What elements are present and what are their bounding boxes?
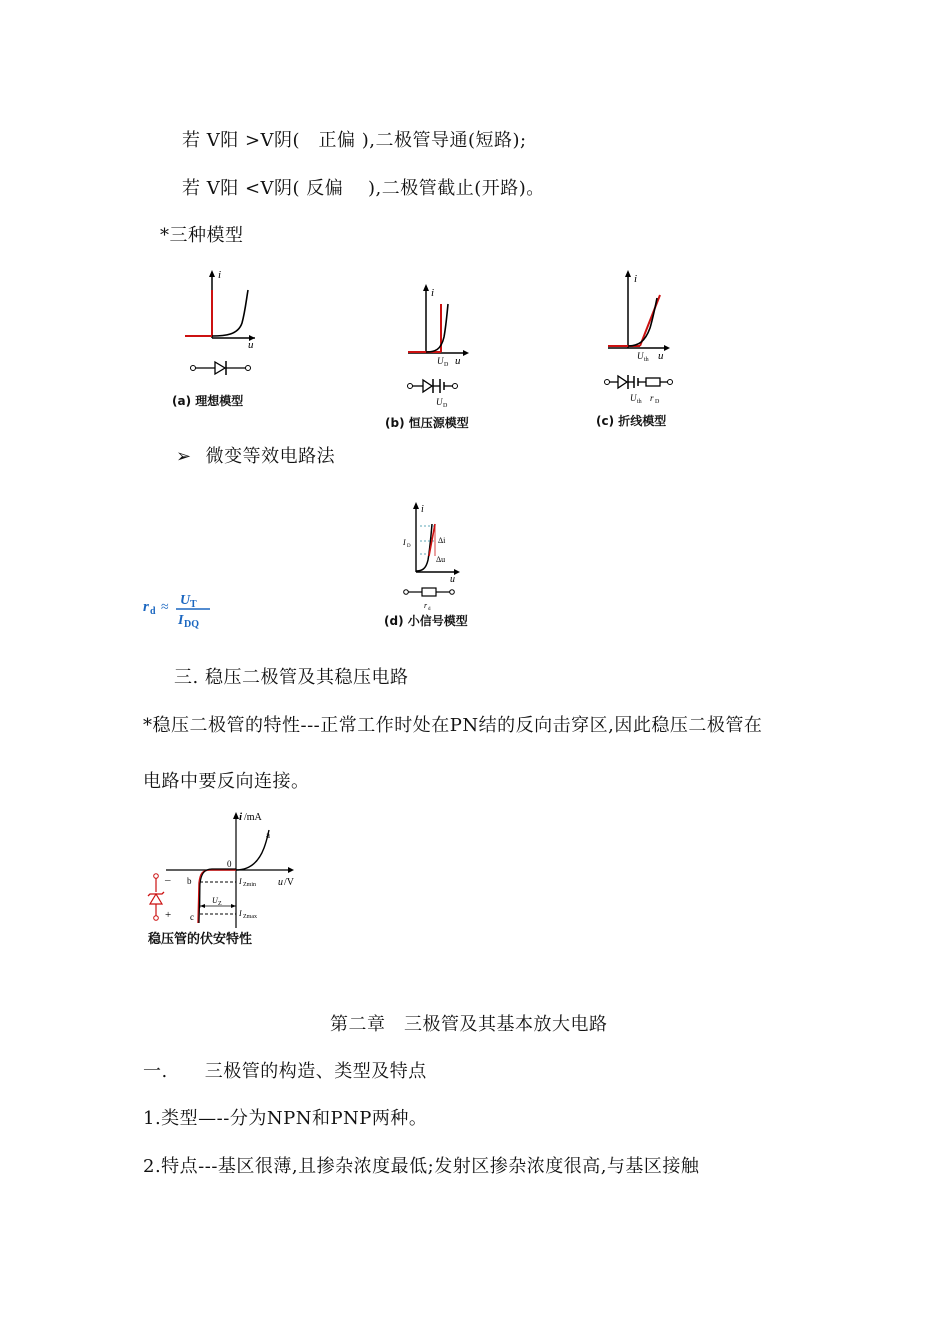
section-heading-zener: 三. 稳压二极管及其稳压电路: [174, 667, 409, 688]
label-uth-source: U: [630, 393, 637, 403]
figure-constant-voltage-model: [405, 282, 485, 412]
label-ud: U: [437, 356, 444, 366]
formula-lhs: r: [143, 599, 149, 615]
bullet-small-signal: [176, 442, 335, 468]
arrow-bullet-icon: ➢: [176, 446, 192, 467]
label-rd-sub: D: [655, 399, 660, 405]
label-point-a: a: [266, 830, 270, 840]
label-uth: U: [637, 351, 644, 361]
figure-zener-iv: [140, 808, 310, 933]
figure-ideal-model: [170, 268, 280, 388]
axis-unit-ma: /mA: [244, 812, 262, 823]
figure-piecewise-model: [600, 268, 685, 403]
caption-constant-voltage-model: (b) 恒压源模型: [385, 416, 469, 430]
axis-label-u: u: [658, 350, 664, 362]
axis-label-u: u: [455, 355, 461, 367]
caption-zener-iv: 稳压管的伏安特性: [148, 932, 253, 947]
label-minus: –: [165, 874, 171, 886]
label-delta-u: Δu: [436, 555, 446, 564]
text-line-forward-bias: 若 V阳 >V阴( 正偏 ),二极管导通(短路);: [182, 130, 527, 151]
formula-num-sub: T: [190, 599, 197, 610]
formula-den: I: [178, 613, 184, 628]
label-uth-sub: th: [644, 357, 649, 363]
label-origin: 0: [227, 859, 232, 869]
text-small-signal-method: 微变等效电路法: [205, 446, 336, 467]
axis-unit-v: /V: [284, 877, 294, 888]
text-line-reverse-bias: 若 V阳 <V阴( 反偏 ),二极管截止(开路)。: [182, 178, 545, 199]
label-uz-sub: Z: [218, 901, 222, 907]
caption-small-signal-model: (d) 小信号模型: [384, 614, 468, 628]
axis-label-i: i: [431, 287, 435, 299]
axis-label-z-u: u: [278, 877, 283, 888]
label-uth-source-sub: th: [637, 399, 642, 405]
label-point-c: c: [190, 912, 194, 922]
label-uz: U: [212, 896, 218, 905]
formula-num: U: [180, 593, 191, 608]
label-ud-source-sub: D: [443, 403, 448, 409]
label-point-b: b: [187, 876, 192, 886]
label-plus: +: [165, 909, 172, 921]
axis-label-u: u: [450, 574, 455, 585]
label-rd: r: [650, 393, 654, 403]
formula-approx: ≈: [161, 600, 169, 615]
text-zener-characteristic: *稳压二极管的特性---正常工作时处在PN结的反向击穿区,因此稳压二极管在: [143, 715, 763, 736]
formula-rd: [142, 588, 222, 632]
label-rd-small-sub: d: [428, 607, 431, 612]
label-id: I: [403, 538, 406, 547]
axis-label-i: i: [634, 273, 638, 285]
label-ud-sub: D: [444, 362, 449, 368]
label-izmax: I: [239, 909, 242, 918]
section-heading-transistor: 一. 三极管的构造、类型及特点: [143, 1061, 427, 1082]
label-izmin-sub: Zmin: [243, 882, 256, 888]
caption-ideal-model: (a) 理想模型: [172, 394, 244, 408]
label-rd-small: r: [424, 601, 428, 610]
axis-label-i: i: [421, 504, 424, 515]
formula-den-sub: DQ: [184, 619, 199, 630]
chapter-title: 第二章 三极管及其基本放大电路: [330, 1014, 608, 1035]
axis-label-i: i: [218, 269, 222, 281]
text-transistor-types: 1.类型—--分为NPN和PNP两种。: [143, 1108, 428, 1129]
axis-label-z-i: i: [239, 811, 243, 823]
label-delta-i: Δi: [438, 536, 446, 545]
caption-piecewise-model: (c) 折线模型: [596, 414, 667, 428]
axis-label-u: u: [248, 339, 254, 351]
label-ud-source: U: [436, 397, 443, 407]
label-id-sub: D: [407, 544, 411, 549]
figure-small-signal-model: [398, 498, 478, 613]
label-izmax-sub: Zmax: [243, 914, 257, 920]
text-three-models: *三种模型: [160, 225, 244, 246]
text-transistor-features: 2.特点---基区很薄,且掺杂浓度最低;发射区掺杂浓度很高,与基区接触: [143, 1156, 700, 1177]
label-izmin: I: [239, 877, 242, 886]
formula-lhs-sub: d: [150, 606, 156, 617]
text-zener-reverse-connection: 电路中要反向连接。: [143, 771, 310, 792]
